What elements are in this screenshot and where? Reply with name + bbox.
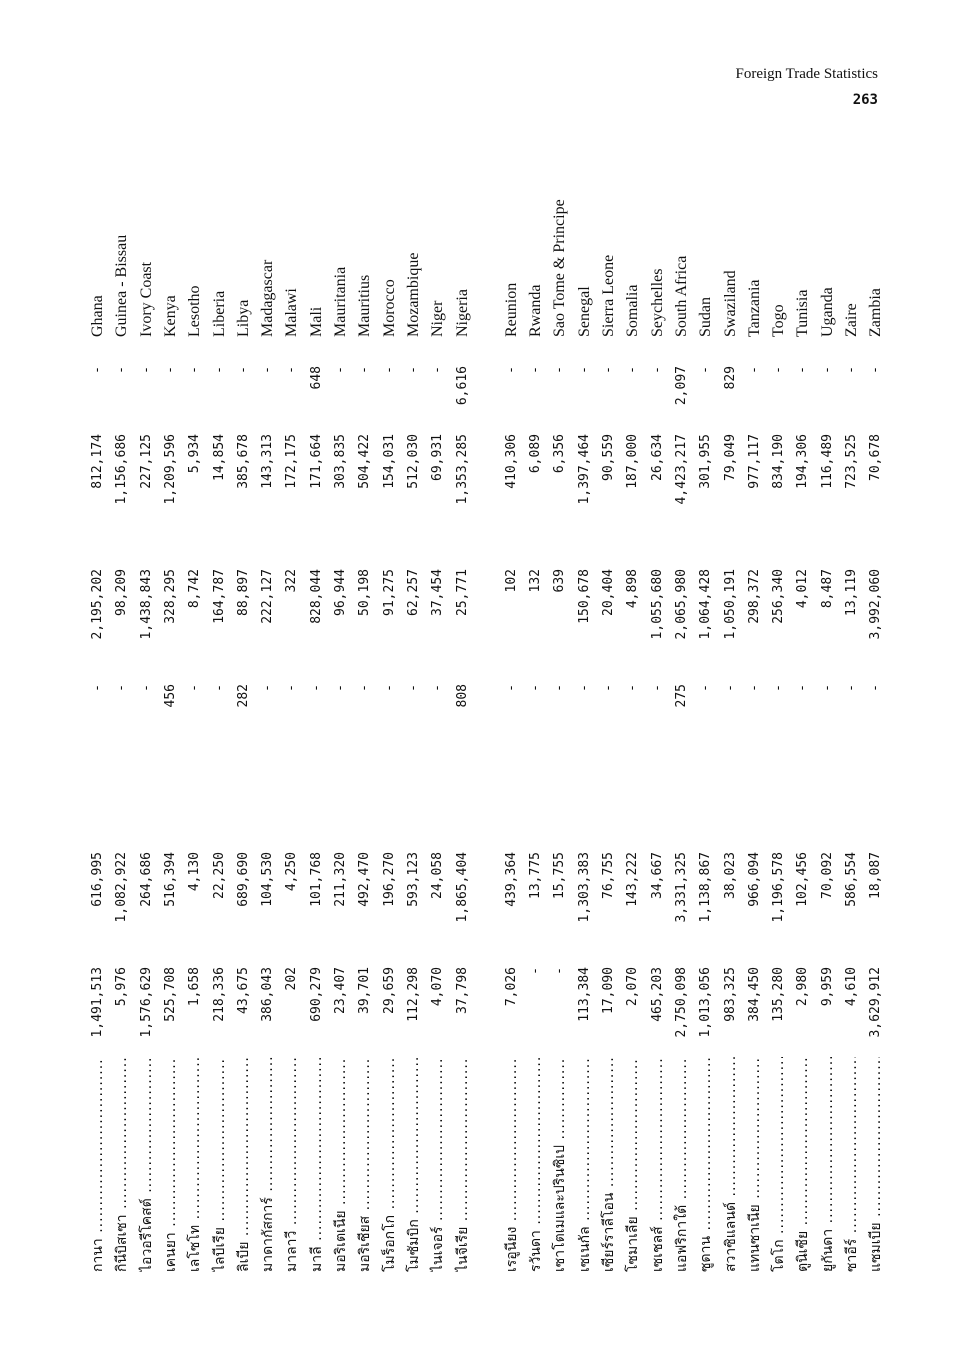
value-col-2: 143,222: [625, 852, 641, 907]
value-col-1: 465,203: [649, 967, 665, 1022]
value-col-5: 14,854: [211, 434, 227, 481]
english-country-name: Rwanda: [527, 284, 545, 337]
table-row: [159, 102, 183, 1272]
value-col-6: -: [138, 366, 154, 374]
value-col-1: 2,750,098: [673, 967, 689, 1038]
value-col-6: -: [211, 366, 227, 374]
table-row: [208, 102, 232, 1272]
value-col-6: -: [405, 366, 421, 374]
value-col-4: 222,127: [260, 569, 276, 624]
value-col-5: 834,190: [771, 434, 787, 489]
value-col-3: 456: [162, 684, 178, 708]
value-col-5: 812,174: [90, 434, 105, 489]
value-col-5: 6,356: [552, 434, 568, 474]
value-col-5: 512,030: [405, 434, 421, 489]
table-row: [280, 102, 304, 1272]
thai-country-name: กินีบิสเซา .....: [110, 1057, 134, 1272]
value-col-6: -: [819, 366, 835, 374]
value-col-2: 439,364: [503, 852, 519, 907]
value-col-2: 593,123: [405, 852, 421, 907]
thai-country-name: ตูนิเซีย .....: [791, 1057, 815, 1272]
page-number: 263: [852, 92, 878, 108]
thai-country-name: โตโก .....: [767, 1057, 791, 1272]
value-col-3: -: [601, 684, 616, 692]
english-country-name: Morocco: [380, 279, 398, 337]
value-col-6: -: [90, 366, 105, 374]
english-country-name: Somalia: [624, 284, 642, 337]
value-col-6: -: [187, 366, 203, 374]
value-col-5: 301,955: [698, 434, 714, 489]
value-col-1: -: [552, 967, 568, 975]
value-col-6: 2,097: [673, 366, 689, 406]
value-col-3: -: [284, 684, 300, 692]
value-col-2: 104,530: [260, 852, 276, 907]
value-col-1: 17,090: [601, 967, 616, 1014]
value-col-5: 723,525: [844, 434, 859, 489]
value-col-5: 26,634: [649, 434, 665, 481]
value-col-3: -: [503, 684, 519, 692]
value-col-6: -: [114, 366, 130, 374]
english-country-name: Niger: [429, 300, 447, 337]
value-col-6: -: [284, 366, 300, 374]
value-col-4: 1,438,843: [138, 569, 154, 640]
value-col-5: 1,397,464: [576, 434, 592, 505]
english-country-name: Kenya: [161, 295, 179, 337]
value-col-1: 1,658: [187, 967, 203, 1007]
english-country-name: Mauritius: [356, 274, 374, 337]
value-col-3: -: [625, 684, 641, 692]
english-country-name: Tanzania: [745, 279, 763, 337]
value-col-5: 187,000: [625, 434, 641, 489]
table-row: [816, 102, 840, 1272]
value-col-1: 4,070: [430, 967, 446, 1007]
value-col-5: 154,031: [381, 434, 397, 489]
value-col-2: 689,690: [235, 852, 251, 907]
value-col-1: 690,279: [308, 967, 324, 1022]
value-col-1: 135,280: [771, 967, 787, 1022]
value-col-4: 88,897: [235, 569, 251, 616]
value-col-5: 504,422: [357, 434, 373, 489]
value-col-1: 1,491,513: [90, 967, 105, 1038]
value-col-3: -: [333, 684, 348, 692]
value-col-6: 6,616: [454, 366, 470, 406]
value-col-5: 1,209,596: [162, 434, 178, 505]
value-col-4: 328,295: [162, 569, 178, 624]
thai-country-name: แทนซาเนีย .....: [743, 1057, 767, 1272]
english-country-name: Togo: [770, 304, 788, 337]
value-col-5: 6,089: [528, 434, 544, 474]
english-country-name: Lesotho: [186, 285, 204, 337]
thai-country-name: ไลบีเรีย .....: [208, 1057, 232, 1272]
value-col-1: 29,659: [381, 967, 397, 1014]
thai-country-name: ไอวอรีโคสต์ .....: [135, 1057, 159, 1272]
value-col-4: 639: [552, 569, 568, 593]
value-col-3: -: [260, 684, 276, 692]
english-country-name: Sierra Leone: [600, 254, 617, 337]
thai-country-name: แอฟริกาใต้ .....: [670, 1057, 694, 1272]
english-country-name: Zambia: [867, 288, 885, 337]
value-col-5: 1,156,686: [114, 434, 130, 505]
thai-country-name: แซมเบีย .....: [864, 1057, 888, 1272]
thai-country-name: เซเชลส์ .....: [646, 1057, 670, 1272]
english-country-name: Madagascar: [259, 259, 277, 337]
value-col-5: 70,678: [868, 434, 884, 481]
value-col-2: 586,554: [844, 852, 859, 907]
value-col-6: -: [503, 366, 519, 374]
value-col-3: -: [649, 684, 665, 692]
english-country-name: Zaire: [843, 303, 860, 337]
value-col-4: 20,404: [601, 569, 616, 616]
value-col-4: 3,992,060: [868, 569, 884, 640]
value-col-6: -: [746, 366, 762, 374]
value-col-3: -: [114, 684, 130, 692]
value-col-2: 70,092: [819, 852, 835, 899]
value-col-1: 386,043: [260, 967, 276, 1022]
thai-country-name: ยูกันดา .....: [816, 1057, 840, 1272]
value-col-2: 516,394: [162, 852, 178, 907]
value-col-4: 2,195,202: [90, 569, 105, 640]
value-col-2: 1,196,578: [771, 852, 787, 923]
value-col-3: -: [552, 684, 568, 692]
value-col-5: 5,934: [187, 434, 203, 474]
english-country-name: Libya: [234, 299, 252, 337]
value-col-2: 22,250: [211, 852, 227, 899]
value-col-2: 196,270: [381, 852, 397, 907]
thai-country-name: กานา .....: [86, 1057, 110, 1272]
value-col-4: 91,275: [381, 569, 397, 616]
value-col-4: 8,742: [187, 569, 203, 609]
value-col-2: 966,094: [746, 852, 762, 907]
thai-country-name: ไนจีเรีย .....: [451, 1057, 475, 1272]
value-col-2: 492,470: [357, 852, 373, 907]
english-country-name: Uganda: [818, 287, 836, 337]
value-col-4: 37,454: [430, 569, 446, 616]
english-country-name: Malawi: [283, 288, 301, 337]
value-col-6: -: [844, 366, 859, 374]
english-country-name: Reunion: [502, 282, 520, 337]
english-country-name: Swaziland: [721, 270, 739, 337]
value-col-5: 171,664: [308, 434, 324, 489]
value-col-3: -: [357, 684, 373, 692]
table-row: [451, 102, 475, 1272]
value-col-1: 983,325: [722, 967, 738, 1022]
table-row: [646, 102, 670, 1272]
value-col-3: -: [819, 684, 835, 692]
value-col-4: 322: [284, 569, 300, 593]
value-col-2: 616,995: [90, 852, 105, 907]
value-col-1: 218,336: [211, 967, 227, 1022]
value-col-1: 113,384: [576, 967, 592, 1022]
english-country-name: Guinea - Bissau: [113, 234, 131, 337]
value-col-1: 37,798: [454, 967, 470, 1014]
value-col-1: 3,629,912: [868, 967, 884, 1038]
thai-country-name: มาดากัสการ์ .....: [256, 1057, 280, 1272]
english-country-name: Sudan: [697, 297, 715, 337]
value-col-3: 282: [235, 684, 251, 708]
value-col-6: 829: [722, 366, 738, 390]
value-col-6: -: [381, 366, 397, 374]
value-col-3: -: [430, 684, 446, 692]
thai-country-name: ซูดาน .....: [694, 1057, 718, 1272]
table-row: [767, 102, 791, 1272]
value-col-6: -: [649, 366, 665, 374]
english-country-name: Nigeria: [453, 289, 471, 337]
value-col-5: 227,125: [138, 434, 154, 489]
table-row: [110, 102, 134, 1272]
english-country-name: South Africa: [672, 255, 690, 337]
value-col-6: -: [357, 366, 373, 374]
value-col-6: -: [625, 366, 641, 374]
value-col-2: 13,775: [528, 852, 544, 899]
table-row: [621, 102, 645, 1272]
value-col-3: -: [698, 684, 714, 692]
value-col-6: -: [552, 366, 568, 374]
value-col-4: 1,055,680: [649, 569, 665, 640]
value-col-6: -: [430, 366, 446, 374]
value-col-1: 4,610: [844, 967, 859, 1007]
thai-country-name: เซียร์ราลีโอน .....: [597, 1057, 621, 1272]
table-row: [305, 102, 329, 1272]
value-col-5: 977,117: [746, 434, 762, 489]
value-col-4: 164,787: [211, 569, 227, 624]
english-country-name: Ghana: [89, 295, 106, 337]
value-col-2: 1,138,867: [698, 852, 714, 923]
table-row: [353, 102, 377, 1272]
value-col-5: 303,835: [333, 434, 348, 489]
value-col-3: -: [138, 684, 154, 692]
value-col-6: -: [868, 366, 884, 374]
value-col-1: 23,407: [333, 967, 348, 1014]
value-col-2: 34,667: [649, 852, 665, 899]
value-col-4: 102: [503, 569, 519, 593]
value-col-2: 211,320: [333, 852, 348, 907]
value-col-1: 43,675: [235, 967, 251, 1014]
value-col-6: -: [162, 366, 178, 374]
value-col-3: -: [187, 684, 203, 692]
value-col-6: -: [576, 366, 592, 374]
value-col-2: 102,456: [795, 852, 811, 907]
value-col-6: -: [260, 366, 276, 374]
value-col-1: 525,708: [162, 967, 178, 1022]
value-col-1: 1,013,056: [698, 967, 714, 1038]
thai-country-name: เรอูนียง .....: [500, 1057, 524, 1272]
value-col-6: -: [795, 366, 811, 374]
value-col-1: 1,576,629: [138, 967, 154, 1038]
value-col-6: -: [601, 366, 616, 374]
value-col-4: 2,065,980: [673, 569, 689, 640]
value-col-5: 69,931: [430, 434, 446, 481]
english-country-name: Liberia: [210, 290, 228, 337]
value-col-6: -: [698, 366, 714, 374]
english-country-name: Mozambique: [404, 252, 422, 337]
value-col-3: -: [746, 684, 762, 692]
table-row: [256, 102, 280, 1272]
value-col-5: 90,559: [601, 434, 616, 481]
table-row: [864, 102, 888, 1272]
value-col-5: 4,423,217: [673, 434, 689, 505]
value-col-4: 132: [528, 569, 544, 593]
english-country-name: Senegal: [575, 286, 593, 337]
table-row: [573, 102, 597, 1272]
value-col-2: 1,082,922: [114, 852, 130, 923]
thai-country-name: ไนเจอร์ .....: [426, 1057, 450, 1272]
table-row: [232, 102, 256, 1272]
table-row: [548, 102, 572, 1272]
thai-country-name: ซาอีร์ .....: [840, 1057, 864, 1272]
value-col-2: 1,303,383: [576, 852, 592, 923]
value-col-3: -: [90, 684, 105, 692]
thai-country-name: เลโซโท .....: [183, 1057, 207, 1272]
thai-country-name: เคนยา .....: [159, 1057, 183, 1272]
value-col-4: 98,209: [114, 569, 130, 616]
value-col-5: 143,313: [260, 434, 276, 489]
value-col-2: 3,331,325: [673, 852, 689, 923]
thai-country-name: มาลี .....: [305, 1057, 329, 1272]
value-col-3: -: [795, 684, 811, 692]
value-col-5: 1,353,285: [454, 434, 470, 505]
table-row: [426, 102, 450, 1272]
value-col-3: -: [576, 684, 592, 692]
value-col-2: 15,755: [552, 852, 568, 899]
thai-country-name: เซเนกัล .....: [573, 1057, 597, 1272]
value-col-4: 828,044: [308, 569, 324, 624]
value-col-5: 385,678: [235, 434, 251, 489]
value-col-2: 264,686: [138, 852, 154, 907]
value-col-1: 112,298: [405, 967, 421, 1022]
value-col-1: 384,450: [746, 967, 762, 1022]
value-col-2: 101,768: [308, 852, 324, 907]
value-col-4: 150,678: [576, 569, 592, 624]
value-col-5: 172,175: [284, 434, 300, 489]
value-col-3: -: [528, 684, 544, 692]
running-header-title: Foreign Trade Statistics: [735, 66, 878, 82]
value-col-4: 8,487: [819, 569, 835, 609]
value-col-3: 808: [454, 684, 470, 708]
table-row: [694, 102, 718, 1272]
thai-country-name: โมซัมบิก .....: [402, 1057, 426, 1272]
value-col-2: 1,865,404: [454, 852, 470, 923]
value-col-6: -: [771, 366, 787, 374]
value-col-3: -: [381, 684, 397, 692]
value-col-3: -: [868, 684, 884, 692]
value-col-3: -: [405, 684, 421, 692]
thai-country-name: โมร็อกโก .....: [378, 1057, 402, 1272]
value-col-2: 18,087: [868, 852, 884, 899]
value-col-1: 5,976: [114, 967, 130, 1007]
english-country-name: Mauritania: [332, 266, 349, 337]
value-col-1: 39,701: [357, 967, 373, 1014]
table-row: [670, 102, 694, 1272]
value-col-4: 1,050,191: [722, 569, 738, 640]
thai-country-name: โซมาเลีย .....: [621, 1057, 645, 1272]
value-col-3: -: [844, 684, 859, 692]
table-row: [378, 102, 402, 1272]
english-country-name: Tunisia: [794, 289, 812, 337]
table-row: [329, 102, 353, 1272]
value-col-1: -: [528, 967, 544, 975]
value-col-1: 7,026: [503, 967, 519, 1007]
value-col-5: 79,049: [722, 434, 738, 481]
table-row: [86, 102, 110, 1272]
value-col-4: 96,944: [333, 569, 348, 616]
table-row: [719, 102, 743, 1272]
value-col-3: -: [771, 684, 787, 692]
table-row: [743, 102, 767, 1272]
value-col-4: 62,257: [405, 569, 421, 616]
value-col-4: 256,340: [771, 569, 787, 624]
table-row: [524, 102, 548, 1272]
value-col-4: 4,898: [625, 569, 641, 609]
thai-country-name: รวันดา .....: [524, 1057, 548, 1272]
value-col-1: 2,980: [795, 967, 811, 1007]
value-col-2: 24,058: [430, 852, 446, 899]
value-col-4: 4,012: [795, 569, 811, 609]
thai-country-name: ลิเบีย .....: [232, 1057, 256, 1272]
value-col-2: 38,023: [722, 852, 738, 899]
value-col-2: 4,250: [284, 852, 300, 892]
value-col-3: -: [308, 684, 324, 692]
table-row: [597, 102, 621, 1272]
value-col-1: 2,070: [625, 967, 641, 1007]
value-col-2: 4,130: [187, 852, 203, 892]
table-row: [500, 102, 524, 1272]
table-row: [840, 102, 864, 1272]
english-country-name: Mali: [307, 306, 325, 337]
value-col-3: 275: [673, 684, 689, 708]
value-col-4: 1,064,428: [698, 569, 714, 640]
value-col-6: 648: [308, 366, 324, 390]
value-col-5: 116,489: [819, 434, 835, 489]
value-col-3: -: [722, 684, 738, 692]
value-col-1: 9,959: [819, 967, 835, 1007]
value-col-4: 25,771: [454, 569, 470, 616]
thai-country-name: มอริเชียส .....: [353, 1057, 377, 1272]
thai-country-name: มาลาวี .....: [280, 1057, 304, 1272]
value-col-4: 298,372: [746, 569, 762, 624]
value-col-5: 410,306: [503, 434, 519, 489]
thai-country-name: เซาโตเมและปรินซิเป .....: [548, 1057, 572, 1272]
table-row: [183, 102, 207, 1272]
english-country-name: Sao Tome & Principe: [551, 199, 569, 337]
thai-country-name: สวาซิแลนด์ .....: [719, 1057, 743, 1272]
thai-country-name: มอริเตเนีย .....: [329, 1057, 353, 1272]
value-col-1: 202: [284, 967, 300, 991]
value-col-6: -: [235, 366, 251, 374]
english-country-name: Seychelles: [648, 268, 666, 337]
table-row: [402, 102, 426, 1272]
english-country-name: Ivory Coast: [137, 261, 155, 337]
value-col-6: -: [528, 366, 544, 374]
table-row: [791, 102, 815, 1272]
table-row: [135, 102, 159, 1272]
value-col-4: 13,119: [844, 569, 859, 616]
value-col-6: -: [333, 366, 348, 374]
trade-statistics-table: [86, 102, 885, 1272]
value-col-5: 194,306: [795, 434, 811, 489]
value-col-4: 50,198: [357, 569, 373, 616]
value-col-2: 76,755: [601, 852, 616, 899]
value-col-3: -: [211, 684, 227, 692]
